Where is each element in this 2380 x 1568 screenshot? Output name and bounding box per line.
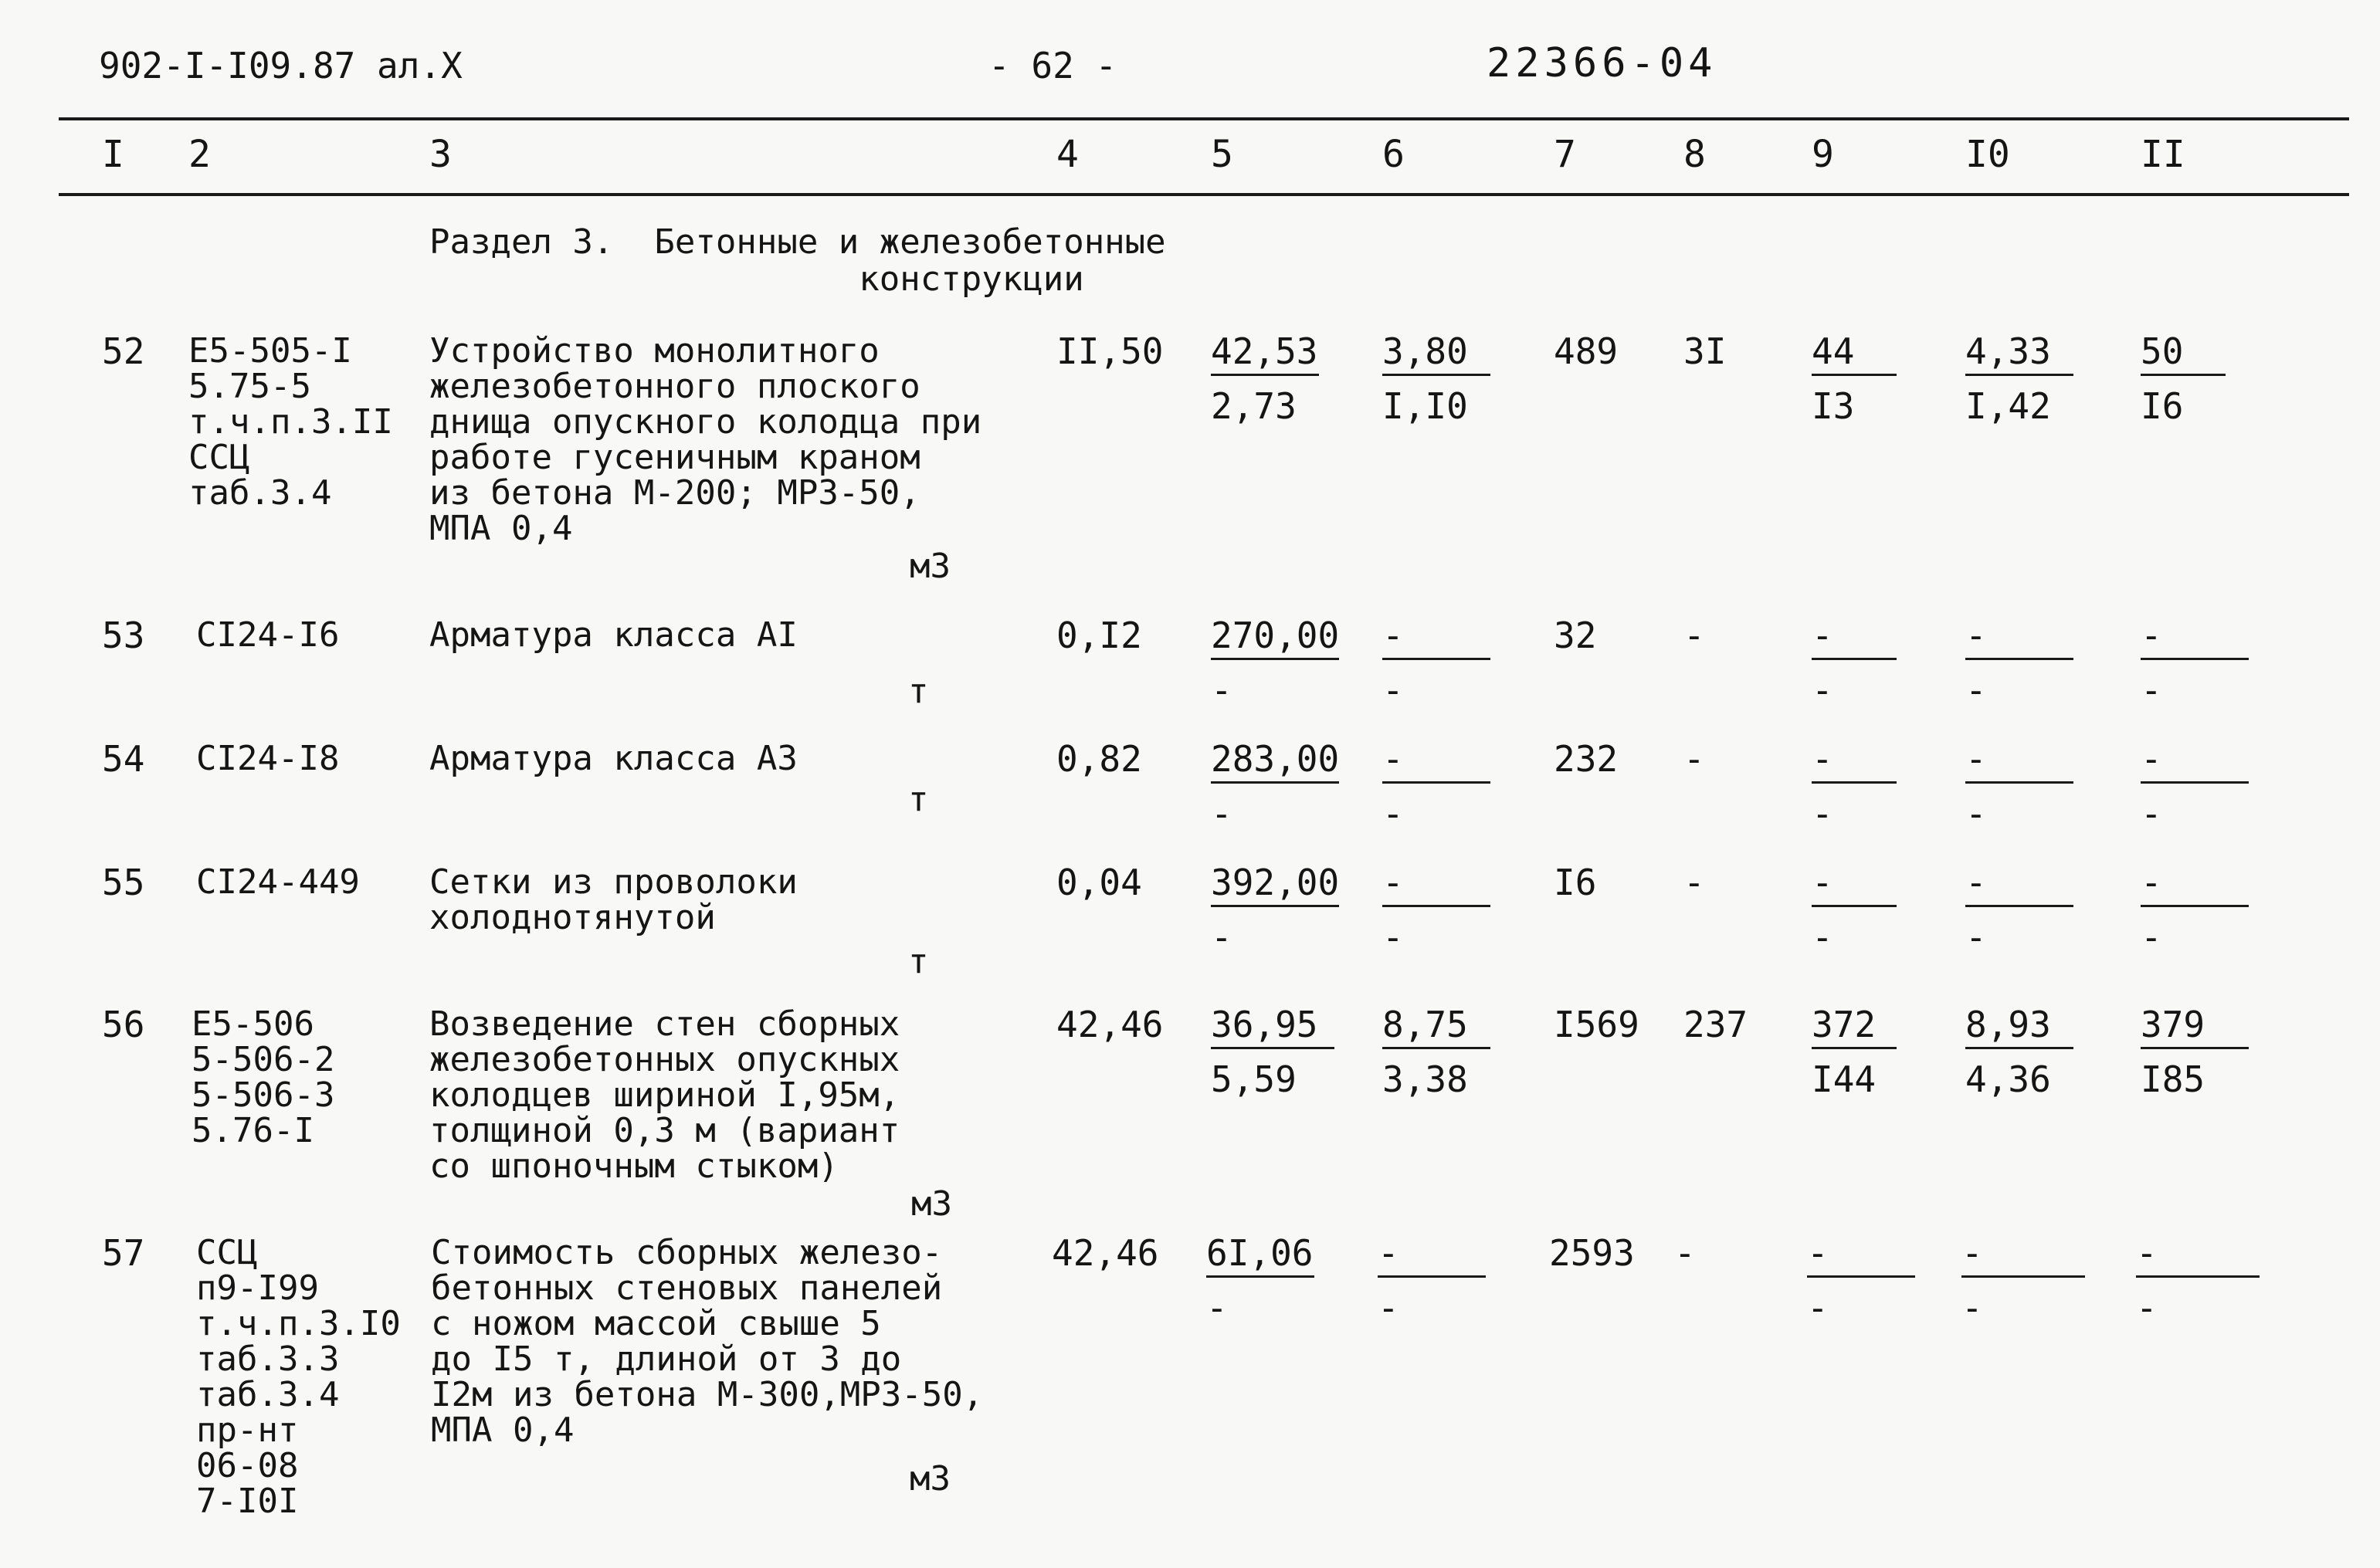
work-description: Стоимость сборных железо- бетонных стеновых панелей с ножом массой свыше 5 до I5 т, длиной от 3 до I2м из бетона М-300,МРЗ-50, МПА 0,4 bbox=[431, 1233, 984, 1450]
rate-code: CI24-I8 bbox=[196, 739, 340, 778]
col11-top: 379 bbox=[2141, 1007, 2249, 1049]
row-number: 56 bbox=[102, 1004, 145, 1045]
unit-of-measure: т bbox=[908, 672, 929, 711]
unit-cost-fraction bbox=[1211, 615, 1340, 711]
unit-cost-wages: - bbox=[1211, 793, 1232, 835]
col9-top: - bbox=[1812, 741, 1897, 784]
col10-top: - bbox=[1965, 741, 2073, 784]
col9-bottom: - bbox=[1812, 916, 1833, 958]
unit-of-measure: м3 bbox=[910, 547, 951, 586]
quantity: 0,04 bbox=[1056, 862, 1142, 903]
wages-total: - bbox=[1683, 738, 1705, 780]
unit-cost-wages: 2,73 bbox=[1211, 385, 1297, 427]
table-row bbox=[0, 1232, 2380, 1521]
unit-cost-total: 42,53 bbox=[1211, 334, 1319, 376]
unit-of-measure: т bbox=[908, 942, 929, 981]
table-top-rule bbox=[59, 117, 2349, 120]
machine-wages: - bbox=[1378, 1287, 1399, 1329]
quantity: 0,82 bbox=[1056, 738, 1142, 780]
table-row bbox=[0, 738, 2380, 835]
unit-cost-fraction bbox=[1211, 862, 1340, 958]
col9-bottom: - bbox=[1807, 1287, 1829, 1329]
col9-fraction bbox=[1807, 1232, 1915, 1329]
unit-of-measure: т bbox=[908, 780, 929, 819]
row-number: 55 bbox=[102, 862, 145, 903]
column-number: 8 bbox=[1683, 133, 1706, 176]
col11-fraction bbox=[2136, 1232, 2260, 1329]
unit-cost-total: 283,00 bbox=[1211, 741, 1339, 784]
col11-top: - bbox=[2141, 865, 2249, 907]
work-description: Устройство монолитного железобетонного плоского днища опускного колодца при работе гусеничным краном из бетона М-200; МРЗ-50, МПА 0,4 bbox=[429, 331, 982, 548]
col9-fraction bbox=[1812, 1004, 1897, 1100]
unit-cost-total: 392,00 bbox=[1211, 865, 1339, 907]
total-cost: I569 bbox=[1554, 1004, 1639, 1045]
unit-of-measure: м3 bbox=[911, 1184, 952, 1224]
col10-fraction bbox=[1965, 330, 2073, 427]
page-number: - 62 - bbox=[988, 45, 1117, 86]
unit-cost-total: 36,95 bbox=[1211, 1007, 1334, 1049]
wages-total: - bbox=[1674, 1232, 1696, 1274]
machine-cost-fraction bbox=[1382, 1004, 1490, 1100]
rate-code: CI24-I6 bbox=[196, 615, 340, 655]
machine-wages: - bbox=[1382, 793, 1404, 835]
table-row bbox=[0, 862, 2380, 981]
machine-cost-fraction bbox=[1378, 1232, 1486, 1329]
machine-cost-fraction bbox=[1382, 615, 1490, 711]
machine-cost: - bbox=[1382, 618, 1490, 660]
col9-fraction bbox=[1812, 615, 1897, 711]
col11-fraction bbox=[2141, 738, 2249, 835]
total-cost: 2593 bbox=[1549, 1232, 1635, 1274]
col9-bottom: I44 bbox=[1812, 1058, 1877, 1100]
machine-cost-fraction bbox=[1382, 862, 1490, 958]
col10-fraction bbox=[1965, 862, 2073, 958]
column-number: I0 bbox=[1965, 133, 2010, 176]
col10-bottom: 4,36 bbox=[1965, 1058, 2051, 1100]
total-cost: I6 bbox=[1554, 862, 1597, 903]
machine-cost: - bbox=[1378, 1235, 1486, 1278]
rate-code: CI24-449 bbox=[196, 862, 360, 902]
machine-cost: - bbox=[1382, 741, 1490, 784]
quantity: 42,46 bbox=[1056, 1004, 1164, 1045]
col9-fraction bbox=[1812, 738, 1897, 835]
col10-top: - bbox=[1965, 618, 2073, 660]
wages-total: 237 bbox=[1683, 1004, 1748, 1045]
machine-cost-fraction bbox=[1382, 738, 1490, 835]
col11-bottom: - bbox=[2136, 1287, 2158, 1329]
col9-top: 372 bbox=[1812, 1007, 1897, 1049]
unit-cost-fraction bbox=[1211, 738, 1340, 835]
col10-fraction bbox=[1965, 738, 2073, 835]
col9-fraction bbox=[1812, 862, 1897, 958]
col10-fraction bbox=[1961, 1232, 2085, 1329]
machine-wages: I,I0 bbox=[1382, 385, 1468, 427]
col10-bottom: - bbox=[1965, 793, 1987, 835]
column-number: 7 bbox=[1554, 133, 1576, 176]
unit-cost-fraction bbox=[1211, 1004, 1334, 1100]
rate-code: Е5-505-I 5.75-5 т.ч.п.3.II ССЦ таб.3.4 bbox=[188, 331, 393, 513]
quantity: II,50 bbox=[1056, 330, 1164, 372]
machine-wages: - bbox=[1382, 916, 1404, 958]
column-number: I bbox=[102, 133, 124, 176]
unit-cost-fraction bbox=[1206, 1232, 1314, 1329]
col10-top: 4,33 bbox=[1965, 334, 2073, 376]
wages-total: - bbox=[1683, 615, 1705, 656]
col10-top: - bbox=[1961, 1235, 2085, 1278]
col11-top: 50 bbox=[2141, 334, 2226, 376]
col11-bottom: - bbox=[2141, 793, 2162, 835]
col11-fraction bbox=[2141, 862, 2249, 958]
unit-cost-fraction bbox=[1211, 330, 1319, 427]
col10-top: 8,93 bbox=[1965, 1007, 2073, 1049]
rate-code: ССЦ п9-I99 т.ч.п.3.I0 таб.3.3 таб.3.4 пр-нт 06-08 7-I0I bbox=[196, 1233, 401, 1521]
column-number: 6 bbox=[1382, 133, 1405, 176]
row-number: 53 bbox=[102, 615, 145, 656]
unit-cost-wages: - bbox=[1211, 669, 1232, 711]
col11-top: - bbox=[2136, 1235, 2260, 1278]
row-number: 54 bbox=[102, 738, 145, 780]
col11-fraction bbox=[2141, 1004, 2249, 1100]
wages-total: - bbox=[1683, 862, 1705, 903]
total-cost: 232 bbox=[1554, 738, 1619, 780]
col9-top: - bbox=[1812, 618, 1897, 660]
col10-fraction bbox=[1965, 615, 2073, 711]
col9-bottom: - bbox=[1812, 669, 1833, 711]
unit-cost-wages: - bbox=[1206, 1287, 1228, 1329]
table-row bbox=[0, 1004, 2380, 1224]
table-row bbox=[0, 330, 2380, 586]
work-description: Сетки из проволоки холоднотянутой bbox=[429, 862, 798, 937]
machine-wages: - bbox=[1382, 669, 1404, 711]
col9-top: - bbox=[1807, 1235, 1915, 1278]
col11-top: - bbox=[2141, 741, 2249, 784]
machine-cost-fraction bbox=[1382, 330, 1490, 427]
unit-cost-wages: - bbox=[1211, 916, 1232, 958]
col11-bottom: I85 bbox=[2141, 1058, 2205, 1100]
sheet-number: 22366-04 bbox=[1487, 40, 1717, 86]
col11-top: - bbox=[2141, 618, 2249, 660]
col11-fraction bbox=[2141, 330, 2226, 427]
col11-fraction bbox=[2141, 615, 2249, 711]
machine-cost: 3,80 bbox=[1382, 334, 1490, 376]
unit-cost-wages: 5,59 bbox=[1211, 1058, 1297, 1100]
unit-cost-total: 6I,06 bbox=[1206, 1235, 1314, 1278]
col9-bottom: - bbox=[1812, 793, 1833, 835]
column-number: II bbox=[2141, 133, 2185, 176]
col10-bottom: - bbox=[1965, 916, 1987, 958]
column-number: 5 bbox=[1211, 133, 1233, 176]
column-number: 2 bbox=[188, 133, 211, 176]
col10-fraction bbox=[1965, 1004, 2073, 1100]
table-row bbox=[0, 615, 2380, 711]
col10-bottom: - bbox=[1965, 669, 1987, 711]
machine-cost: 8,75 bbox=[1382, 1007, 1490, 1049]
total-cost: 32 bbox=[1554, 615, 1597, 656]
col10-bottom: - bbox=[1961, 1287, 1983, 1329]
unit-of-measure: м3 bbox=[910, 1459, 951, 1499]
unit-cost-total: 270,00 bbox=[1211, 618, 1339, 660]
row-number: 52 bbox=[102, 330, 145, 372]
quantity: 42,46 bbox=[1052, 1232, 1159, 1274]
machine-cost: - bbox=[1382, 865, 1490, 907]
col11-bottom: I6 bbox=[2141, 385, 2184, 427]
col9-fraction bbox=[1812, 330, 1897, 427]
machine-wages: 3,38 bbox=[1382, 1058, 1468, 1100]
col11-bottom: - bbox=[2141, 916, 2162, 958]
work-description: Возведение стен сборных железобетонных опускных колодцев шириной I,95м, толщиной 0,3 м (вариант со шпоночным стыком) bbox=[429, 1004, 900, 1186]
document-code: 902-I-I09.87 ал.Х bbox=[99, 45, 463, 86]
col10-top: - bbox=[1965, 865, 2073, 907]
col11-bottom: - bbox=[2141, 669, 2162, 711]
column-number: 9 bbox=[1812, 133, 1834, 176]
column-number: 3 bbox=[429, 133, 452, 176]
wages-total: 3I bbox=[1683, 330, 1727, 372]
column-number: 4 bbox=[1056, 133, 1079, 176]
total-cost: 489 bbox=[1554, 330, 1619, 372]
header-bottom-rule bbox=[59, 193, 2349, 196]
rate-code: Е5-506 5-506-2 5-506-3 5.76-I bbox=[192, 1004, 335, 1150]
row-number: 57 bbox=[102, 1232, 145, 1274]
col9-top: - bbox=[1812, 865, 1897, 907]
section-title: Раздел 3. Бетонные и железобетонные конструкции bbox=[429, 222, 1166, 299]
work-description: Арматура класса АI bbox=[429, 615, 798, 655]
work-description: Арматура класса А3 bbox=[429, 739, 798, 778]
quantity: 0,I2 bbox=[1056, 615, 1142, 656]
col9-top: 44 bbox=[1812, 334, 1897, 376]
col9-bottom: I3 bbox=[1812, 385, 1855, 427]
col10-bottom: I,42 bbox=[1965, 385, 2051, 427]
